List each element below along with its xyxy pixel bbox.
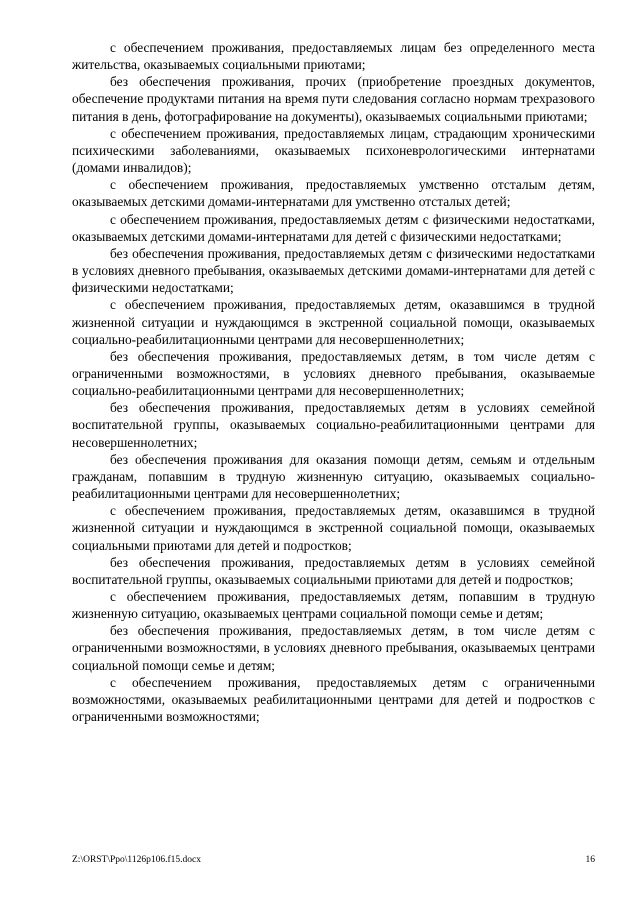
paragraph: без обеспечения проживания для оказания помощи детям, семьям и отдельным гражданам, попавшим в трудную жизненную ситуацию, оказываемых социально-реабилитационными центрами для несовершеннолетних; (72, 451, 595, 502)
paragraph: без обеспечения проживания, предоставляемых детям, в том числе детям с ограниченными возможностями, в условиях дневного пребывания, оказываемых центрами социальной помощи семье и детям; (72, 623, 595, 673)
paragraph: с обеспечением проживания, предоставляемых умственно отсталым детям, оказываемых детскими домами-интернатами для умственно отсталых детей; (72, 177, 595, 210)
paragraph: с обеспечением проживания, предоставляемых детям с физическими недостатками, оказываемых детскими домами-интернатами для детей с физическими недостатками; (72, 211, 595, 244)
paragraph: с обеспечением проживания, предоставляемых лицам без определенного места жительства, оказываемых социальными приютами; (72, 40, 595, 73)
paragraph: с обеспечением проживания, предоставляемых детям, попавшим в трудную жизненную ситуацию, оказываемых центрами социальной помощи семье и детям; (72, 589, 595, 622)
paragraph: с обеспечением проживания, предоставляемых детям, оказавшимся в трудной жизненной ситуации и нуждающимся в экстренной социальной помощи, оказываемых социальными приютами для детей и подростков; (72, 503, 595, 553)
page-number: 16 (585, 855, 595, 865)
paragraph: с обеспечением проживания, предоставляемых лицам, страдающим хроническими психическими заболеваниями, оказываемых психоневрологическими интернатами (домами инвалидов); (72, 125, 595, 176)
paragraph: без обеспечения проживания, предоставляемых детям, в том числе детям с ограниченными возможностями, в условиях дневного пребывания, оказываемые социально-реабилитационными центрами для несовершеннолетних; (72, 348, 595, 399)
paragraph: без обеспечения проживания, предоставляемых детям в условиях семейной воспитательной группы, оказываемых социально-реабилитационными центрами для несовершеннолетних; (72, 400, 595, 450)
paragraph: с обеспечением проживания, предоставляемых детям с ограниченными возможностями, оказываемых реабилитационными центрами для детей и подростков с ограниченными возможностями; (72, 674, 595, 725)
paragraph: с обеспечением проживания, предоставляемых детям, оказавшимся в трудной жизненной ситуации и нуждающимся в экстренной социальной помощи, оказываемых социально-реабилитационными центрами для несовершеннолетних; (72, 297, 595, 347)
paragraph: без обеспечения проживания, предоставляемых детям с физическими недостатками в условиях дневного пребывания, оказываемых детскими домами-интернатами для детей с физическими недостатками; (72, 245, 595, 296)
footer-file-path: Z:\ORST\Ppo\1126p106.f15.docx (72, 855, 201, 865)
document-body (72, 39, 595, 725)
paragraph: без обеспечения проживания, предоставляемых детям в условиях семейной воспитательной группы, оказываемых социальными приютами для детей и подростков; (72, 554, 595, 587)
paragraph: без обеспечения проживания, прочих (приобретение проездных документов, обеспечение продуктами питания на время пути следования согласно нормам трехразового питания в день, фотографирование на документы), оказываемых социальными приютами; (72, 74, 595, 124)
